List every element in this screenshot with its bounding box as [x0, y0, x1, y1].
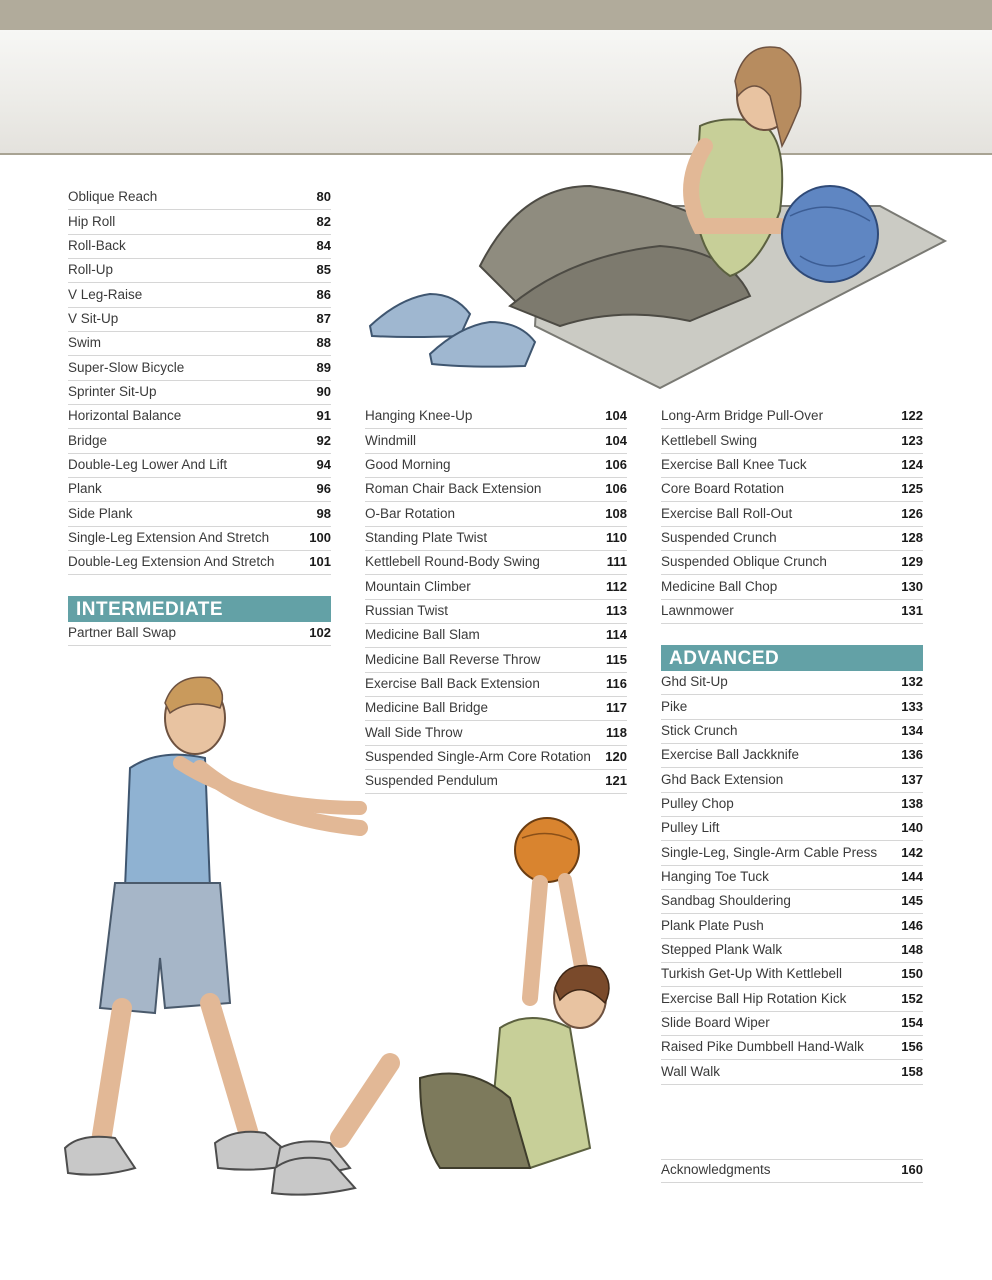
entry-title: Sprinter Sit-Up [68, 383, 157, 399]
entry-title: Good Morning [365, 456, 451, 472]
entry-page-number: 126 [901, 505, 923, 521]
entry-page-number: 112 [606, 578, 627, 594]
entry-page-number: 115 [606, 651, 627, 667]
entry-title: V Sit-Up [68, 310, 119, 326]
entry-page-number: 111 [606, 554, 627, 570]
entry-page-number: 90 [316, 383, 331, 399]
entry-title: Wall Walk [661, 1063, 720, 1079]
toc-entry[interactable] [68, 259, 331, 283]
entry-title: Russian Twist [365, 602, 449, 618]
toc-entry[interactable] [68, 210, 331, 234]
entry-title: Medicine Ball Bridge [365, 700, 489, 716]
entry-title: Pike [661, 698, 688, 714]
entry-page-number: 144 [901, 868, 923, 884]
toc-entry[interactable] [365, 721, 627, 745]
toc-entry[interactable] [661, 478, 923, 502]
entry-page-number: 86 [316, 286, 331, 302]
entry-title: Suspended Oblique Crunch [661, 554, 827, 570]
advanced-section [661, 645, 923, 1085]
entry-title: Sandbag Shouldering [661, 893, 791, 909]
toc-entry[interactable] [661, 768, 923, 792]
toc-entry[interactable] [661, 1036, 923, 1060]
toc-entry[interactable] [365, 770, 627, 794]
entry-page-number: 142 [901, 844, 923, 860]
top-color-bar [0, 0, 992, 30]
entry-page-number: 134 [901, 722, 923, 738]
entry-page-number: 138 [901, 795, 923, 811]
entry-title: Horizontal Balance [68, 408, 182, 424]
entry-page-number: 140 [901, 820, 923, 836]
entry-page-number: 136 [901, 747, 923, 763]
entry-page-number: 91 [316, 408, 331, 424]
entry-title: Hanging Knee-Up [365, 408, 473, 424]
entry-title: Partner Ball Swap [68, 625, 177, 641]
entry-title: Ghd Back Extension [661, 771, 784, 787]
entry-title: O-Bar Rotation [365, 505, 456, 521]
toc-entry[interactable] [68, 551, 331, 575]
entry-title: Exercise Ball Knee Tuck [661, 456, 807, 472]
entry-title: Roll-Up [68, 262, 114, 278]
toc-entry[interactable] [68, 381, 331, 405]
entry-title: Suspended Crunch [661, 529, 777, 545]
entry-title: Stick Crunch [661, 722, 738, 738]
toc-entry[interactable] [661, 1159, 923, 1183]
toc-entry[interactable] [661, 866, 923, 890]
toc-entry[interactable] [68, 332, 331, 356]
entry-title: Pulley Chop [661, 795, 734, 811]
entry-page-number: 145 [901, 893, 923, 909]
entry-page-number: 133 [901, 698, 923, 714]
toc-entry[interactable] [661, 720, 923, 744]
toc-entry[interactable] [68, 527, 331, 551]
toc-entry[interactable] [661, 1012, 923, 1036]
toc-entry[interactable] [661, 817, 923, 841]
entry-title: Exercise Ball Back Extension [365, 675, 540, 691]
toc-column-beginner [68, 186, 331, 575]
entry-title: Slide Board Wiper [661, 1014, 770, 1030]
entry-title: Bridge [68, 432, 108, 448]
entry-title: Hip Roll [68, 213, 116, 229]
toc-entry[interactable] [661, 695, 923, 719]
entry-page-number: 137 [901, 771, 923, 787]
toc-entry[interactable] [68, 235, 331, 259]
toc-entry[interactable] [68, 405, 331, 429]
toc-entry[interactable] [365, 673, 627, 697]
entry-page-number: 124 [901, 456, 923, 472]
entry-title: Side Plank [68, 505, 133, 521]
toc-entry[interactable] [661, 429, 923, 453]
entry-page-number: 160 [901, 1162, 923, 1178]
entry-title: Core Board Rotation [661, 481, 785, 497]
entry-page-number: 128 [901, 529, 923, 545]
entry-page-number: 154 [901, 1014, 923, 1030]
entry-title: Acknowledgments [661, 1162, 771, 1178]
toc-entry[interactable] [68, 622, 331, 646]
entry-page-number: 106 [605, 456, 627, 472]
entry-title: Hanging Toe Tuck [661, 868, 769, 884]
entry-page-number: 110 [606, 529, 627, 545]
entry-title: Single-Leg, Single-Arm Cable Press [661, 844, 878, 860]
entry-title: Suspended Pendulum [365, 773, 498, 789]
entry-title: Exercise Ball Roll-Out [661, 505, 793, 521]
entry-page-number: 118 [606, 724, 627, 740]
entry-page-number: 87 [316, 310, 331, 326]
entry-title: Plank [68, 481, 102, 497]
entry-page-number: 89 [316, 359, 331, 375]
toc-entry[interactable] [661, 793, 923, 817]
entry-title: Suspended Single-Arm Core Rotation [365, 748, 591, 764]
toc-entry[interactable] [661, 890, 923, 914]
entry-page-number: 123 [901, 432, 923, 448]
entry-title: Raised Pike Dumbbell Hand-Walk [661, 1039, 864, 1055]
entry-title: Windmill [365, 432, 417, 448]
entry-title: Turkish Get-Up With Kettlebell [661, 966, 843, 982]
toc-entry[interactable] [365, 527, 627, 551]
toc-entry[interactable] [661, 502, 923, 526]
entry-page-number: 125 [901, 481, 923, 497]
toc-column-right [661, 405, 923, 624]
toc-entry[interactable] [365, 624, 627, 648]
entry-page-number: 116 [606, 675, 627, 691]
entry-title: Standing Plate Twist [365, 529, 488, 545]
entry-page-number: 130 [901, 578, 923, 594]
toc-entry[interactable] [365, 502, 627, 526]
entry-page-number: 101 [309, 554, 331, 570]
entry-title: Double-Leg Extension And Stretch [68, 554, 275, 570]
entry-title: Medicine Ball Chop [661, 578, 778, 594]
toc-entry[interactable] [365, 429, 627, 453]
entry-title: Exercise Ball Hip Rotation Kick [661, 990, 847, 1006]
entry-title: Ghd Sit-Up [661, 674, 728, 690]
entry-page-number: 92 [316, 432, 331, 448]
entry-page-number: 102 [309, 625, 331, 641]
entry-page-number: 84 [316, 237, 331, 253]
entry-title: Exercise Ball Jackknife [661, 747, 800, 763]
acknowledgments-entry [661, 1159, 923, 1183]
toc-entry[interactable] [661, 1060, 923, 1084]
toc-entry[interactable] [661, 527, 923, 551]
entry-page-number: 148 [901, 941, 923, 957]
toc-entry[interactable] [661, 600, 923, 624]
entry-page-number: 158 [901, 1063, 923, 1079]
entry-page-number: 80 [316, 189, 331, 205]
toc-entry[interactable] [661, 671, 923, 695]
entry-page-number: 121 [605, 773, 627, 789]
entry-page-number: 131 [901, 602, 923, 618]
entry-page-number: 117 [606, 700, 627, 716]
entry-title: Long-Arm Bridge Pull-Over [661, 408, 824, 424]
entry-title: Mountain Climber [365, 578, 471, 594]
toc-entry[interactable] [661, 841, 923, 865]
entry-page-number: 104 [605, 408, 627, 424]
toc-entry[interactable] [661, 744, 923, 768]
toc-entry[interactable] [365, 454, 627, 478]
toc-entry[interactable] [68, 186, 331, 210]
toc-entry[interactable] [68, 308, 331, 332]
entry-title: Roll-Back [68, 237, 126, 253]
toc-entry[interactable] [661, 963, 923, 987]
toc-entry[interactable] [68, 502, 331, 526]
toc-entry[interactable] [661, 914, 923, 938]
entry-title: Stepped Plank Walk [661, 941, 783, 957]
toc-entry[interactable] [365, 648, 627, 672]
toc-entry[interactable] [68, 478, 331, 502]
entry-page-number: 122 [901, 408, 923, 424]
entry-title: Pulley Lift [661, 820, 720, 836]
toc-entry[interactable] [661, 405, 923, 429]
entry-page-number: 108 [605, 505, 627, 521]
entry-title: Swim [68, 335, 101, 351]
entry-title: Oblique Reach [68, 189, 158, 205]
toc-entry[interactable] [365, 551, 627, 575]
entry-page-number: 114 [606, 627, 627, 643]
entry-title: Roman Chair Back Extension [365, 481, 542, 497]
entry-page-number: 82 [316, 213, 331, 229]
toc-entry[interactable] [365, 478, 627, 502]
entry-page-number: 132 [901, 674, 923, 690]
entry-title: Kettlebell Round-Body Swing [365, 554, 540, 570]
toc-entry[interactable] [365, 746, 627, 770]
section-header-advanced: ADVANCED [661, 645, 923, 671]
entry-page-number: 98 [316, 505, 331, 521]
toc-entry[interactable] [661, 551, 923, 575]
entry-title: Kettlebell Swing [661, 432, 758, 448]
toc-entry[interactable] [365, 575, 627, 599]
section-header-intermediate: INTERMEDIATE [68, 596, 331, 622]
entry-page-number: 94 [316, 456, 331, 472]
toc-entry[interactable] [68, 429, 331, 453]
entry-page-number: 96 [316, 481, 331, 497]
entry-title: Lawnmower [661, 602, 734, 618]
toc-column-middle [365, 405, 627, 794]
entry-title: Double-Leg Lower And Lift [68, 456, 228, 472]
entry-page-number: 120 [605, 748, 627, 764]
toc-entry[interactable] [661, 454, 923, 478]
entry-page-number: 129 [901, 554, 923, 570]
entry-title: Medicine Ball Slam [365, 627, 480, 643]
entry-title: Single-Leg Extension And Stretch [68, 529, 270, 545]
toc-entry[interactable] [661, 987, 923, 1011]
russian-twist-illustration [360, 36, 960, 396]
entry-title: Super-Slow Bicycle [68, 359, 185, 375]
entry-title: Wall Side Throw [365, 724, 463, 740]
entry-page-number: 146 [901, 917, 923, 933]
toc-entry[interactable] [68, 356, 331, 380]
entry-page-number: 156 [901, 1039, 923, 1055]
entry-page-number: 150 [901, 966, 923, 982]
entry-title: V Leg-Raise [68, 286, 143, 302]
entry-title: Medicine Ball Reverse Throw [365, 651, 541, 667]
toc-entry[interactable] [661, 575, 923, 599]
entry-page-number: 152 [901, 990, 923, 1006]
toc-entry[interactable] [365, 600, 627, 624]
toc-entry[interactable] [68, 454, 331, 478]
entry-page-number: 106 [605, 481, 627, 497]
entry-page-number: 88 [316, 335, 331, 351]
intermediate-section [68, 596, 331, 646]
toc-entry[interactable] [365, 697, 627, 721]
toc-entry[interactable] [365, 405, 627, 429]
toc-entry[interactable] [661, 939, 923, 963]
entry-title: Plank Plate Push [661, 917, 764, 933]
entry-page-number: 100 [309, 529, 331, 545]
toc-entry[interactable] [68, 283, 331, 307]
entry-page-number: 85 [316, 262, 331, 278]
entry-page-number: 104 [605, 432, 627, 448]
entry-page-number: 113 [606, 602, 627, 618]
